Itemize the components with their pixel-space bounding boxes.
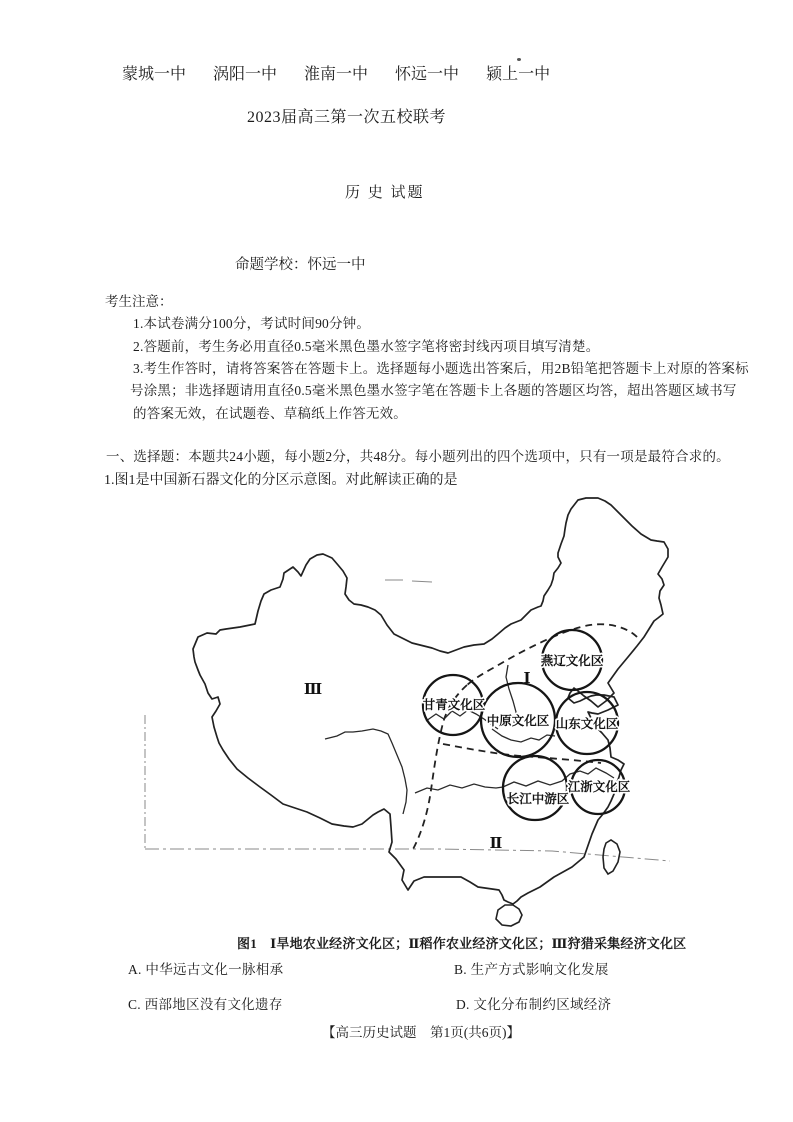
notice-line: 号涂黑；非选择题请用直径0.5毫米黑色墨水签字笔在答题卡上各题的答题区均答，超出答题区域书写 [130,383,737,398]
notice-line: 2.答题前，考生务必用直径0.5毫米黑色墨水签字笔将密封线丙项目填写清楚。 [133,339,600,354]
school-name: 淮南一中 [304,66,369,83]
notice-line: 3.考生作答时，请将答案答在答题卡上。选择题每小题选出答案后，用2B铅笔把答题卡上对原的答案标 [133,361,749,376]
school-name: 怀远一中 [395,66,460,83]
label-shandong: 山东文化区 [555,717,619,731]
option-b: B. 生产方式影响文化发展 [454,962,609,977]
school-name: 颍上一中 [486,66,551,83]
school-name: 涡阳一中 [213,66,278,83]
map-frame-bottom [145,849,670,861]
hainan-island [496,905,522,926]
subject-title: 历 史 试题 [345,185,425,201]
setter-line: 命题学校：怀远一中 [235,257,366,273]
label-changjiang-mid: 长江中游区 [506,792,570,806]
circle-changjiang-mid [503,756,567,820]
label-yanliao: 燕辽文化区 [540,654,604,668]
river-yellow-upper [325,729,407,814]
section-header: 一、选择题：本题共24小题，每小题2分，共48分。每小题列出的四个选项中，只有一项是最符合求的。 [106,449,730,464]
notice-heading: 考生注意： [105,294,173,309]
notice-line: 的答案无效，在试题卷、草稿纸上作答无效。 [133,406,407,421]
question-stem: 1.图1是中国新石器文化的分区示意图。对此解读正确的是 [104,473,458,488]
label-jiangzhe: 江浙文化区 [567,780,631,794]
label-region-I: Ⅰ [523,671,531,687]
notice-line: 1.本试卷满分100分，考试时间90分钟。 [133,316,371,331]
print-speck [517,58,521,61]
taiwan-island [603,840,620,874]
page-footer: 【高三历史试题 第1页(共6页)】 [322,1025,520,1040]
china-neolithic-culture-map [140,497,670,937]
figure-caption: 图1 Ⅰ旱地农业经济文化区；Ⅱ稻作农业经济文化区；Ⅲ狩猎采集经济文化区 [237,936,687,951]
option-c: C. 西部地区没有文化遗存 [128,997,283,1012]
option-d: D. 文化分布制约区域经济 [456,997,612,1012]
exam-title: 2023届高三第一次五校联考 [247,109,447,126]
school-list [122,61,550,84]
label-zhongyuan: 中原文化区 [486,714,550,728]
label-ganqing: 甘青文化区 [422,698,486,712]
label-region-II: Ⅱ [489,836,503,852]
label-region-III: Ⅲ [303,682,323,698]
option-a: A. 中华远古文化一脉相承 [128,962,284,977]
river-yellow-zhongyuan [492,729,555,742]
school-name: 蒙城一中 [122,66,187,83]
latitude-dash [385,580,432,582]
